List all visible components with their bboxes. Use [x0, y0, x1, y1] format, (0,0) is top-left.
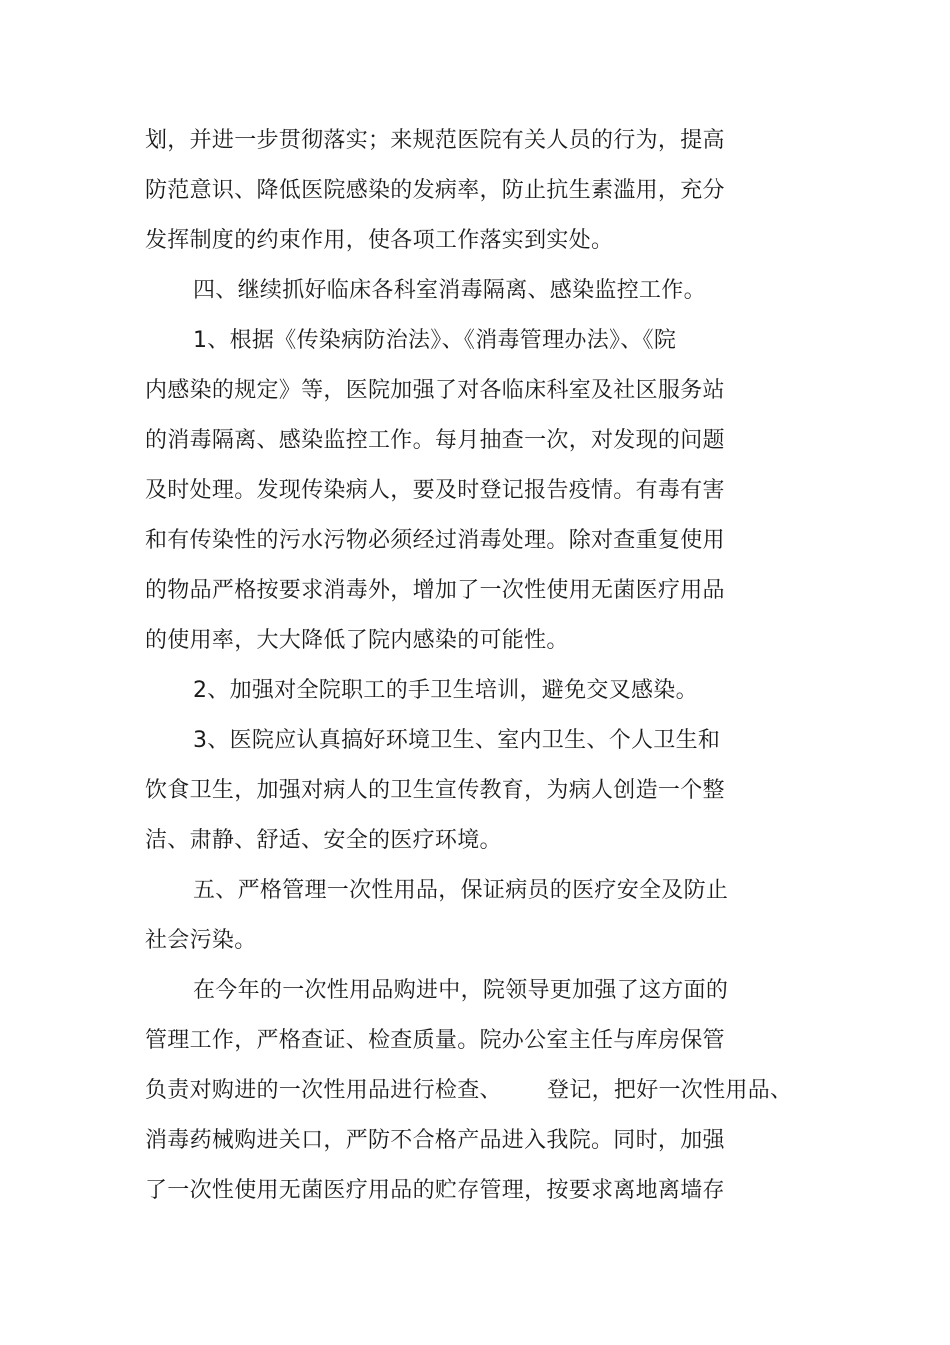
text-line: 负责对购进的一次性用品进行检查、: [145, 1078, 502, 1103]
text-line: 2、加强对全院职工的手卫生培训，避免交叉感染。: [193, 678, 698, 703]
text-line: 消毒药械购进关口，严防不合格产品进入我院。同时，加强: [145, 1128, 725, 1153]
text-line: 发挥制度的约束作用，使各项工作落实到实处。: [145, 228, 614, 253]
text-line: 饮食卫生，加强对病人的卫生宣传教育，为病人创造一个整: [145, 778, 725, 803]
text-line: 的使用率，大大降低了院内感染的可能性。: [145, 628, 569, 653]
text-line: 及时处理。发现传染病人，要及时登记报告疫情。有毒有害: [145, 478, 725, 503]
text-line: 划，并进一步贯彻落实；来规范医院有关人员的行为，提高: [145, 128, 725, 153]
text-line: 1、根据《传染病防治法》、《消毒管理办法》、《院: [193, 328, 677, 353]
text-line: 社会污染。: [145, 928, 257, 953]
text-line: 的物品严格按要求消毒外，增加了一次性使用无菌医疗用品: [145, 578, 725, 603]
text-line: 的消毒隔离、感染监控工作。每月抽查一次，对发现的问题: [145, 428, 725, 453]
text-line: 了一次性使用无菌医疗用品的贮存管理，按要求离地离墙存: [145, 1178, 725, 1203]
text-line: 和有传染性的污水污物必须经过消毒处理。除对查重复使用: [145, 528, 725, 553]
text-line: 管理工作，严格查证、检查质量。院办公室主任与库房保管: [145, 1028, 725, 1053]
section-heading: 四、继续抓好临床各科室消毒隔离、感染监控工作。: [193, 278, 706, 303]
text-line: 在今年的一次性用品购进中，院领导更加强了这方面的: [193, 978, 729, 1003]
section-heading: 五、严格管理一次性用品，保证病员的医疗安全及防止: [193, 878, 729, 903]
text-line: 防范意识、降低医院感染的发病率，防止抗生素滥用，充分: [145, 178, 725, 203]
text-line: 3、医院应认真搞好环境卫生、室内卫生、个人卫生和: [193, 728, 721, 753]
text-line: 内感染的规定》等，医院加强了对各临床科室及社区服务站: [145, 378, 725, 403]
text-line: 洁、肃静、舒适、安全的医疗环境。: [145, 828, 502, 853]
text-line: 登记，把好一次性用品、: [547, 1078, 793, 1103]
